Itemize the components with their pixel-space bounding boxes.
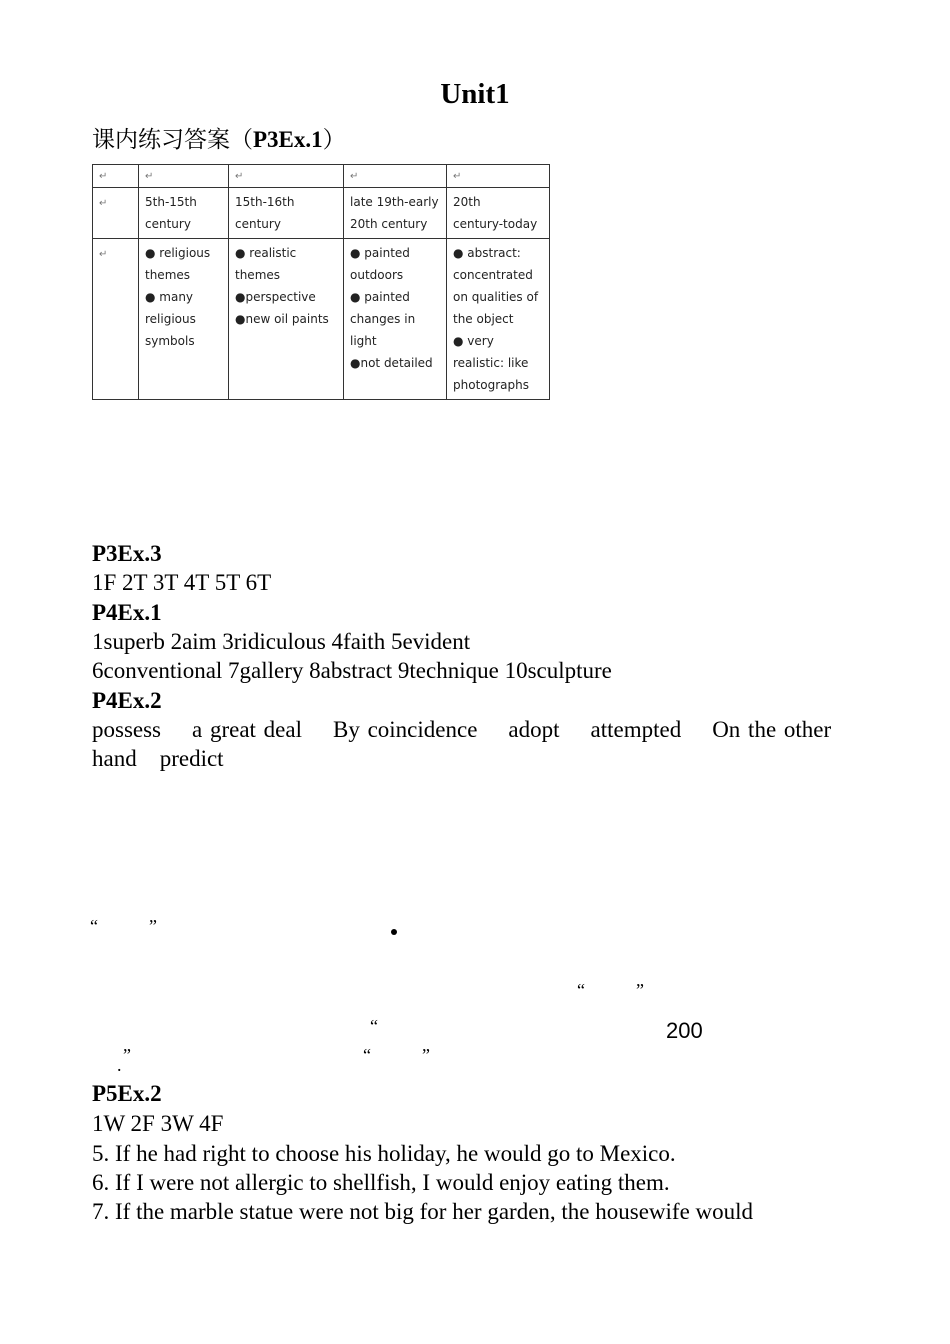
section-heading: P3Ex.3	[92, 541, 162, 566]
subtitle-cn: 课内练习答案（	[92, 127, 253, 152]
bullet-dot	[391, 929, 397, 935]
list-item: ●new oil paints	[235, 312, 329, 326]
table-cell: ↵	[93, 239, 139, 400]
section-heading: P4Ex.2	[92, 688, 162, 713]
number-fragment: 200	[666, 1018, 703, 1043]
list-item: ● painted changes in light	[350, 290, 416, 348]
table-cell	[139, 239, 229, 400]
table-header-cell: 15th-16th century	[229, 188, 344, 239]
open-quote: “	[363, 1045, 371, 1065]
answer-line: possess a great deal By coincidence adopt attempted On the other	[92, 717, 832, 742]
table-cell	[447, 239, 550, 400]
table-header-cell: 5th-15th century	[139, 188, 229, 239]
close-quote: ”	[636, 980, 644, 1000]
table-row	[93, 239, 550, 400]
section-heading: P4Ex.1	[92, 600, 162, 625]
answer-line: 1superb 2aim 3ridiculous 4faith 5evident	[92, 629, 471, 654]
subtitle-code: P3Ex.1	[253, 127, 323, 152]
table-cell	[229, 239, 344, 400]
table-cell: ↵	[229, 165, 344, 188]
answer-line: 1W 2F 3W 4F	[92, 1111, 224, 1136]
table-cell: ↵	[93, 188, 139, 239]
table-cell	[344, 239, 447, 400]
open-quote: “	[370, 1016, 378, 1036]
list-item: ●not detailed	[350, 356, 433, 370]
open-quote: “	[577, 980, 585, 1000]
table-header-cell: late 19th-early 20th century	[344, 188, 447, 239]
table-header-cell: 20th century-today	[447, 188, 550, 239]
small-dot: .	[117, 1055, 122, 1075]
close-quote: ”	[149, 916, 157, 936]
open-quote: “	[90, 916, 98, 936]
answer-line: 6conventional 7gallery 8abstract 9technique 10sculpture	[92, 658, 612, 683]
table-cell: ↵	[139, 165, 229, 188]
answer-line: hand predict	[92, 746, 224, 771]
section-heading: P5Ex.2	[92, 1081, 162, 1106]
close-quote: ”	[422, 1045, 430, 1065]
list-item: ● religious themes	[145, 246, 211, 282]
table-cell: ↵	[93, 165, 139, 188]
list-item: ● painted outdoors	[350, 246, 410, 282]
close-quote: ”	[123, 1045, 131, 1065]
page-title: Unit1	[440, 78, 510, 110]
table-row	[93, 188, 550, 239]
answer-line: 7. If the marble statue were not big for her garden, the housewife would	[92, 1199, 754, 1224]
table-cell: ↵	[344, 165, 447, 188]
list-item: ● abstract: concentrated on qualities of the object	[453, 246, 539, 326]
answer-line: 6. If I were not allergic to shellfish, I would enjoy eating them.	[92, 1170, 670, 1195]
list-item: ●perspective	[235, 290, 316, 304]
answer-table	[92, 164, 550, 400]
answer-line: 5. If he had right to choose his holiday, he would go to Mexico.	[92, 1141, 676, 1166]
subtitle-end: ）	[322, 127, 346, 152]
table-cell: ↵	[447, 165, 550, 188]
exercise-subtitle	[92, 121, 346, 154]
list-item: ● many religious symbols	[145, 290, 196, 348]
list-item: ● realistic themes	[235, 246, 297, 282]
table-row	[93, 165, 550, 188]
list-item: ● very realistic: like photographs	[453, 334, 529, 392]
answer-line: 1F 2T 3T 4T 5T 6T	[92, 570, 272, 595]
